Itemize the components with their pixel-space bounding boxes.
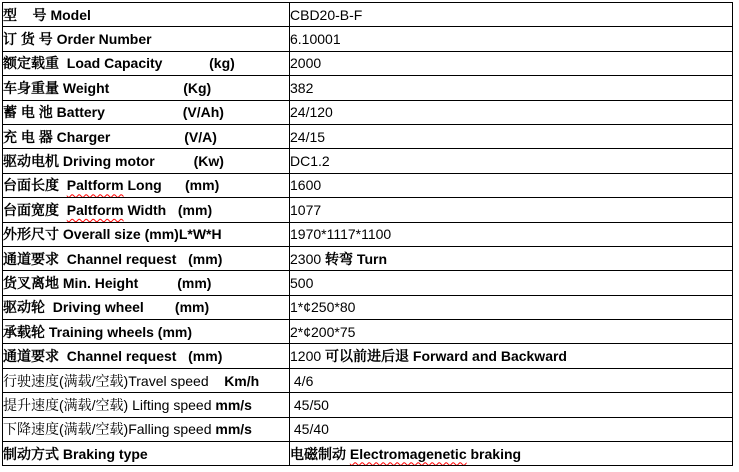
spec-table-body: [3, 3, 733, 466]
text-segment: 制动方式 Braking type: [3, 445, 148, 462]
spec-label-cell: [3, 149, 290, 173]
text-segment: braking: [466, 445, 522, 462]
spec-label-cell: [3, 27, 290, 51]
text-segment: 6.10001: [290, 31, 341, 48]
spec-value-cell: [290, 320, 733, 344]
text-segment: 24/120: [290, 104, 333, 121]
spec-value-cell: [290, 295, 733, 319]
table-row: [3, 417, 733, 441]
text-segment: 订 货 号 Order Number: [3, 31, 152, 48]
table-row: [3, 246, 733, 270]
text-segment: Km/h: [224, 372, 260, 389]
text-segment: 2300: [290, 250, 326, 267]
text-segment: 货叉离地 Min. Height (mm): [3, 274, 212, 291]
text-segment: 型 号 Model: [3, 6, 91, 23]
table-row: [3, 3, 733, 27]
text-segment: 车身重量 Weight (Kg): [3, 79, 212, 96]
table-row: [3, 27, 733, 51]
spec-label-cell: [3, 198, 290, 222]
text-segment: DC1.2: [290, 153, 330, 170]
spec-value-cell: [290, 368, 733, 392]
text-segment: 1200: [290, 348, 326, 365]
spec-label-cell: [3, 442, 290, 466]
text-segment: 通道要求 Channel request (mm): [3, 348, 223, 365]
misspelled-text-segment: Electromagenetic: [349, 445, 467, 462]
spec-label-cell: [3, 246, 290, 270]
text-segment: 转弯 Turn: [325, 250, 388, 267]
table-row: [3, 124, 733, 148]
text-segment: 可以前进后退 Forward and Backward: [325, 348, 567, 365]
table-row: [3, 76, 733, 100]
text-segment: 驱动电机 Driving motor (Kw): [3, 153, 224, 170]
table-row: [3, 173, 733, 197]
spec-value-cell: [290, 51, 733, 75]
spec-value-cell: [290, 393, 733, 417]
spec-label-cell: [3, 222, 290, 246]
text-segment: mm/s: [215, 396, 252, 413]
text-segment: mm/s: [215, 421, 252, 438]
text-segment: 提升速度(满载/空载) Lifting speed: [3, 396, 216, 413]
spec-label-cell: [3, 393, 290, 417]
table-row: [3, 344, 733, 368]
text-segment: 额定载重 Load Capacity (kg): [3, 55, 235, 72]
text-segment: 1970*1117*1100: [290, 226, 392, 243]
spec-value-cell: [290, 3, 733, 27]
text-segment: 1*¢250*80: [290, 299, 356, 316]
text-segment: 电磁制动: [290, 445, 350, 462]
table-row: [3, 368, 733, 392]
spec-value-cell: [290, 76, 733, 100]
text-segment: 承载轮 Training wheels (mm): [3, 323, 193, 340]
text-segment: 500: [290, 274, 314, 291]
spec-value-cell: [290, 222, 733, 246]
spec-label-cell: [3, 3, 290, 27]
spec-value-cell: [290, 271, 733, 295]
text-segment: 通道要求 Channel request (mm): [3, 250, 223, 267]
text-segment: 充 电 器 Charger (V/A): [3, 128, 217, 145]
text-segment: 1600: [290, 177, 322, 194]
spec-label-cell: [3, 76, 290, 100]
text-segment: 台面长度: [3, 177, 67, 194]
table-row: [3, 320, 733, 344]
table-row: [3, 271, 733, 295]
table-row: [3, 393, 733, 417]
spec-label-cell: [3, 368, 290, 392]
misspelled-text-segment: Paltform: [66, 201, 124, 218]
spec-label-cell: [3, 173, 290, 197]
table-row: [3, 149, 733, 173]
text-segment: 2*¢200*75: [290, 323, 356, 340]
misspelled-text-segment: Paltform: [66, 177, 124, 194]
spec-value-cell: [290, 124, 733, 148]
text-segment: 1077: [290, 201, 322, 218]
spec-label-cell: [3, 295, 290, 319]
spec-label-cell: [3, 51, 290, 75]
table-row: [3, 442, 733, 466]
spec-label-cell: [3, 100, 290, 124]
spec-value-cell: [290, 246, 733, 270]
spec-value-cell: [290, 27, 733, 51]
text-segment: CBD20-B-F: [290, 6, 363, 23]
spec-label-cell: [3, 417, 290, 441]
spec-label-cell: [3, 320, 290, 344]
spec-label-cell: [3, 271, 290, 295]
text-segment: 24/15: [290, 128, 326, 145]
text-segment: Long (mm): [123, 177, 220, 194]
text-segment: Width (mm): [123, 201, 213, 218]
text-segment: 45/40: [290, 421, 329, 438]
table-row: [3, 100, 733, 124]
spec-label-cell: [3, 344, 290, 368]
spec-label-cell: [3, 124, 290, 148]
text-segment: 382: [290, 79, 314, 96]
text-segment: 驱动轮 Driving wheel (mm): [3, 299, 210, 316]
table-row: [3, 198, 733, 222]
text-segment: 蓄 电 池 Battery (V/Ah): [3, 104, 224, 121]
text-segment: 45/50: [290, 396, 329, 413]
spec-value-cell: [290, 344, 733, 368]
text-segment: 4/6: [290, 372, 314, 389]
spec-value-cell: [290, 173, 733, 197]
table-row: [3, 222, 733, 246]
text-segment: 外形尺寸 Overall size (mm)L*W*H: [3, 226, 222, 243]
spec-value-cell: [290, 100, 733, 124]
table-row: [3, 295, 733, 319]
spec-value-cell: [290, 442, 733, 466]
text-segment: 2000: [290, 55, 322, 72]
text-segment: 台面宽度: [3, 201, 67, 218]
spec-value-cell: [290, 198, 733, 222]
spec-value-cell: [290, 149, 733, 173]
table-row: [3, 51, 733, 75]
spec-value-cell: [290, 417, 733, 441]
text-segment: 下降速度(满载/空载)Falling speed: [3, 421, 216, 438]
spec-table: [2, 2, 733, 466]
text-segment: 行驶速度(满载/空载)Travel speed: [3, 372, 225, 389]
